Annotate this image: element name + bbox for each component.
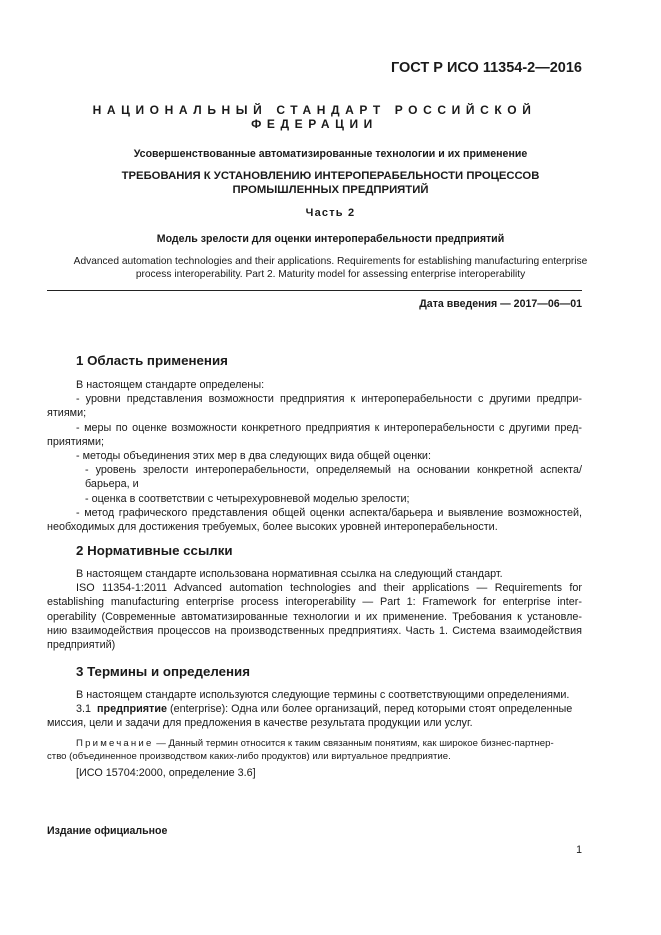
paragraph-line: - метод графического представления общей оценки аспекта/барьера и выявление возможностей, xyxy=(76,506,582,519)
header-divider xyxy=(47,290,582,291)
term-note xyxy=(47,737,582,763)
section-heading-scope: 1 Область применения xyxy=(76,353,228,368)
paragraph-line: - оценка в соответствии с четырехуровневой моделью зрелости; xyxy=(85,492,410,505)
note-text: — Данный термин относится к таким связанным понятиям, как широкое бизнес-партнер- xyxy=(153,738,554,749)
standard-title xyxy=(47,169,614,197)
paragraph-line: В настоящем стандарте используются следующие термины с соответствующими определениями. xyxy=(76,689,570,701)
paragraph-line: приятиями; xyxy=(47,435,105,448)
term-name: предприятие xyxy=(97,703,167,716)
section-scope-body xyxy=(47,378,582,534)
note-label: Примечание xyxy=(76,738,154,749)
note-line: ство (объединенное производством каких-либо продуктов) или виртуальное предприятие. xyxy=(47,751,451,762)
standard-subtitle: Усовершенствованные автоматизированные технологии и их применение xyxy=(133,148,528,160)
paragraph-line: В настоящем стандарте использована нормативная ссылка на следующий стандарт. xyxy=(76,568,503,580)
paragraph-line: ятиями; xyxy=(47,407,87,420)
term-definition-line xyxy=(47,702,582,716)
section-terms-body xyxy=(47,688,582,731)
effective-date: Дата введения — 2017—06—01 xyxy=(419,298,582,310)
note-line xyxy=(47,737,582,750)
paragraph-line: establishing manufacturing enterprise process interoperability — Part 1: Framework for enterprise inter- xyxy=(47,596,582,609)
paragraph-line: operability (Современные автоматизированные технологии и их применение. Требования к установле- xyxy=(47,610,582,623)
part-title: Модель зрелости для оценки интероперабельности предприятий xyxy=(156,233,505,245)
section-heading-terms: 3 Термины и определения xyxy=(76,664,250,679)
paragraph-line: предприятий) xyxy=(47,639,116,652)
english-title xyxy=(47,255,614,281)
term-source: [ИСО 15704:2000, определение 3.6] xyxy=(76,767,256,779)
section-heading-normative-references: 2 Нормативные ссылки xyxy=(76,543,233,558)
term-source-block xyxy=(47,766,582,780)
paragraph-line: - уровни представления возможности предприятия к интероперабельности с другими предпри- xyxy=(76,393,582,406)
standard-title-line2: ПРОМЫШЛЕННЫХ ПРЕДПРИЯТИЙ xyxy=(232,184,429,196)
term-definition-text: (enterprise): Одна или более организаций, перед которыми стоят определенные xyxy=(166,703,573,716)
term-number: 3.1 xyxy=(76,703,92,716)
paragraph-line: барьера, и xyxy=(85,478,139,491)
paragraph-line: нию взаимодействия процессов на производственных предприятиях. Часть 1. Система взаимодействия xyxy=(47,624,582,637)
paragraph-line: - меры по оценке возможности конкретного предприятия к интероперабельности с другими пред- xyxy=(76,421,582,434)
paragraph-line: ISO 11354-1:2011 Advanced automation technologies and their applications — Requirements for xyxy=(76,582,582,595)
english-title-line1: Advanced automation technologies and their applications. Requirements for establishing manufacturing enterprise xyxy=(73,256,588,267)
paragraph-line: - методы объединения этих мер в два следующих вида общей оценки: xyxy=(76,450,431,463)
english-title-line2: process interoperability. Part 2. Maturity model for assessing enterprise interoperability xyxy=(135,269,526,280)
paragraph-line: - уровень зрелости интероперабельности, определяемый на основании конкретной аспекта/ xyxy=(85,464,582,477)
national-standard-banner: НАЦИОНАЛЬНЫЙ СТАНДАРТ РОССИЙСКОЙ ФЕДЕРАЦИИ xyxy=(92,103,537,131)
edition-label: Издание официальное xyxy=(47,825,168,837)
paragraph-line: В настоящем стандарте определены: xyxy=(76,379,265,391)
page-number: 1 xyxy=(576,844,582,856)
part-label: Часть 2 xyxy=(305,207,356,219)
section-references-body xyxy=(47,567,582,652)
paragraph-line: необходимых для достижения требуемых, более высоких уровней интероперабельности. xyxy=(47,521,498,534)
document-number: ГОСТ Р ИСО 11354-2—2016 xyxy=(390,60,582,76)
standard-title-line1: ТРЕБОВАНИЯ К УСТАНОВЛЕНИЮ ИНТЕРОПЕРАБЕЛЬНОСТИ ПРОЦЕССОВ xyxy=(121,170,540,182)
paragraph-line: миссия, цели и задачи для предложения в качестве результата продукции или услуг. xyxy=(47,717,473,730)
